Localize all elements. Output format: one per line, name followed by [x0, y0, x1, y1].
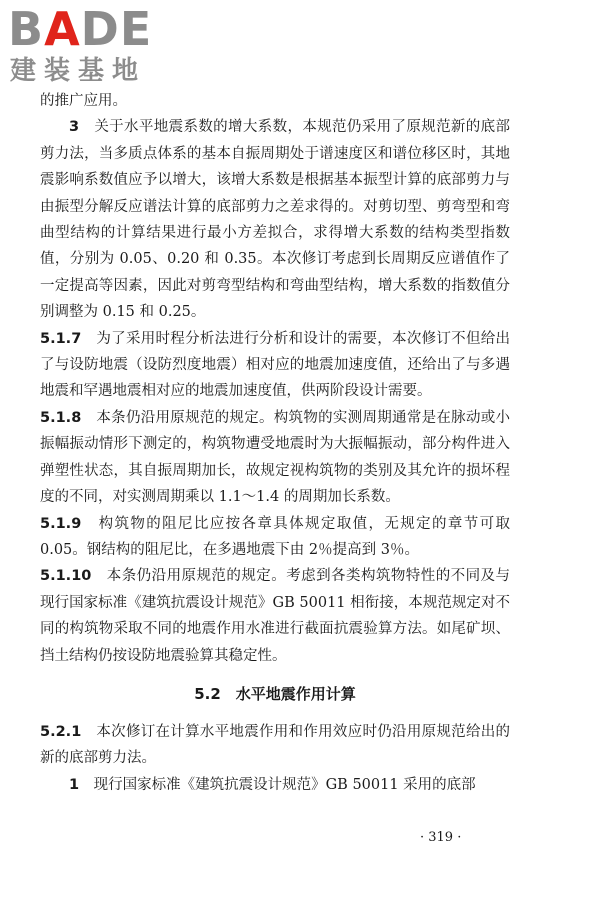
- clause-5-1-9: 5.1.9 构筑物的阻尼比应按各章具体规定取值，无规定的章节可取 0.05。钢结构的阻尼比，在多遇地震下由 2％提高到 3％。: [40, 515, 511, 558]
- document-body: [40, 88, 510, 798]
- logo-subtitle: 建装基地: [10, 56, 147, 86]
- item-number: 1: [69, 776, 80, 793]
- clause-5-2-1: 5.2.1 本次修订在计算水平地震作用和作用效应时仍沿用原规范给出的新的底部剪力法。: [40, 723, 511, 767]
- paragraph-item-3: 3 关于水平地震系数的增大系数，本规范仍采用了原规范新的底部剪力法，当多质点体系的基本自振周期处于谱速度区和谱位移区时，其地震影响系数值应予以增大，该增大系数是根据基本振型计算的底部剪力与由振型分解反应谱法计算的底部剪力之差求得的。对剪切型、剪弯型和弯曲型结构的计算结果进行最小方差拟合，求得增大系数的结构类型指数值，分别为 0.05、0.20 和 0.35。本次修订考虑到长周期反应谱值作了一定提高等因素，因此对剪弯型结构和弯曲型结构，增大系数的指数值分别调整为 0.15 和 0.25。: [40, 119, 510, 321]
- clause-number: 5.1.8: [40, 409, 82, 426]
- clause-number: 5.1.9: [40, 515, 82, 532]
- page-number: · 319 ·: [420, 830, 462, 845]
- clause-5-1-7: 5.1.7 为了采用时程分析法进行分析和设计的需要，本次修订不但给出了与设防地震（设防烈度地震）相对应的地震加速度值，还给出了与多遇地震和罕遇地震相对应的地震加速度值，供两阶段设计需要。: [40, 330, 511, 400]
- paragraph-item-1: 1 现行国家标准《建筑抗震设计规范》GB 50011 采用的底部: [69, 776, 476, 793]
- clause-number: 5.2.1: [40, 723, 82, 740]
- paragraph-continuation: 的推广应用。: [40, 93, 127, 109]
- clause-number: 5.1.7: [40, 330, 82, 347]
- bade-logo: [8, 4, 178, 90]
- clause-5-1-10: 5.1.10 本条仍沿用原规范的规定。考虑到各类构筑物特性的不同及与现行国家标准《建筑抗震设计规范》GB 50011 相衔接，本规范规定对不同的构筑物采取不同的地震作用水准进行截面抗震验算方法。如尾矿坝、挡土结构仍按设防地震验算其稳定性。: [40, 568, 511, 664]
- section-heading: 5.2 水平地震作用计算: [194, 684, 356, 703]
- clause-number: 5.1.10: [40, 568, 92, 585]
- logo-wordmark: BADE: [8, 2, 153, 56]
- clause-5-1-8: 5.1.8 本条仍沿用原规范的规定。构筑物的实测周期通常是在脉动或小振幅振动情形下测定的，构筑物遭受地震时为大振幅振动，部分构件进入弹塑性状态，其自振周期加长，故规定视构筑物的类别及其允许的损坏程度的不同，对实测周期乘以 1.1～1.4 的周期加长系数。: [40, 409, 511, 506]
- item-number: 3: [69, 119, 80, 136]
